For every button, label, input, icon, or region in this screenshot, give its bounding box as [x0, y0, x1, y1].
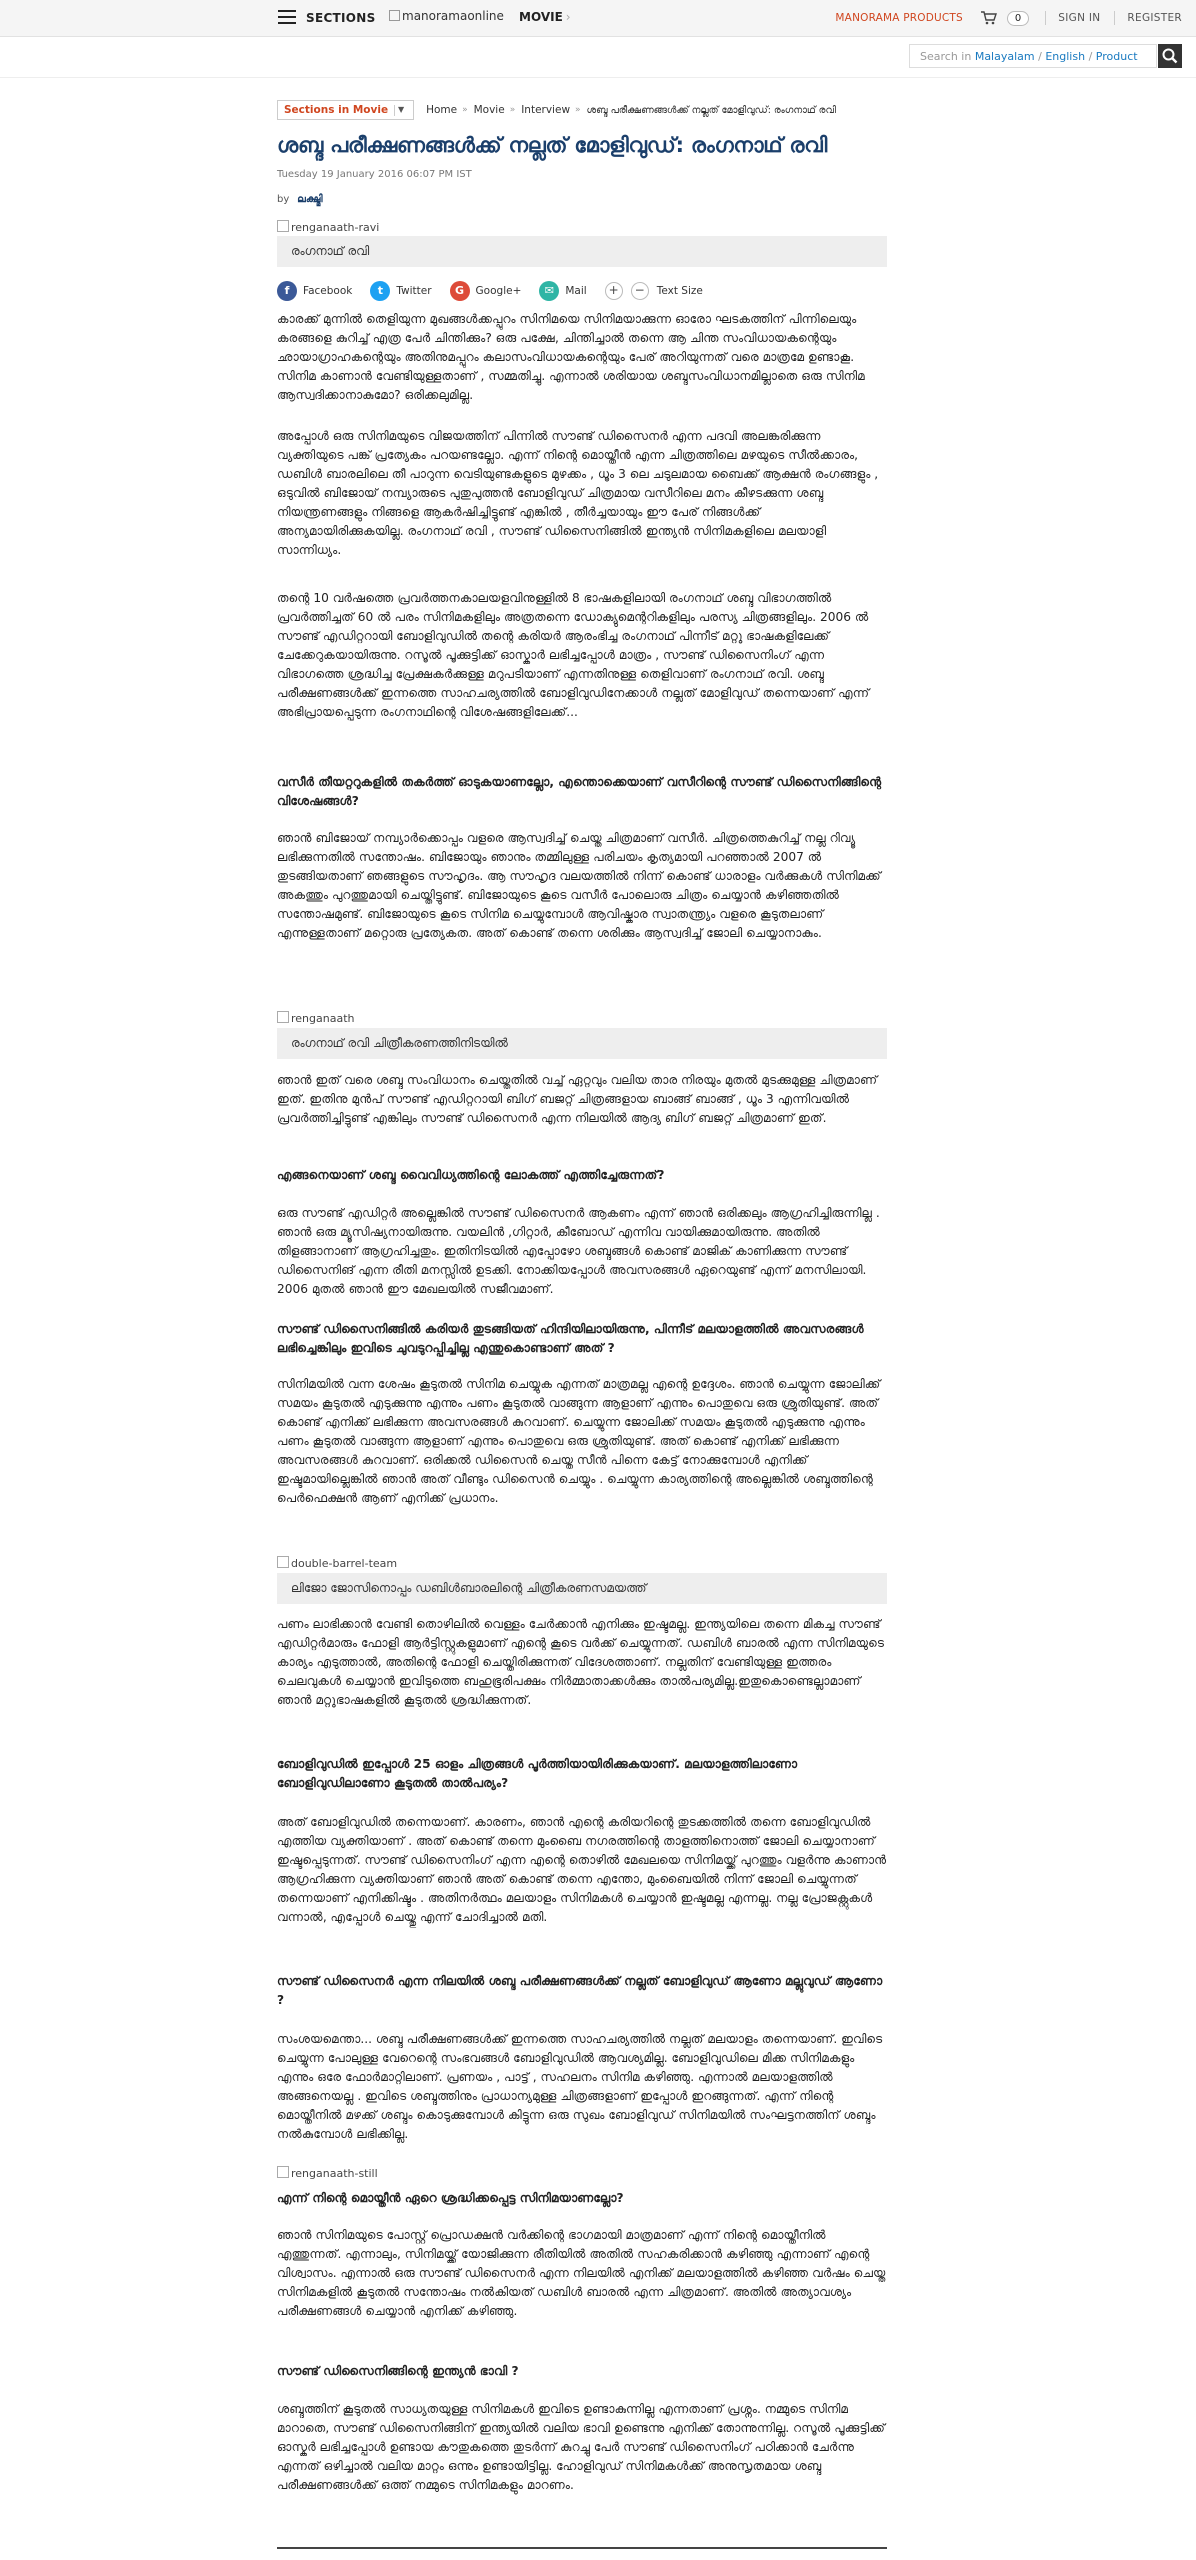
article-paragraph: സിനിമയിൽ വന്ന ശേഷം കൂടുതൽ സിനിമ ചെയ്യുക എന്നത് മാത്രമല്ല എന്റെ ഉദ്ദേശം. ഞാൻ ചെയ്യുന്ന ജോലിക്ക് സമയം കൂടുതൽ എടുക്കുന്നു എന്നും പണം കൂടുതൽ വാങ്ങുന്ന ആളാണ് എന്നും പൊതുവെ ഒരു ശ്രുതിയുണ്ട്. അത് കൊണ്ട് എനിക്ക് ലഭിക്കുന്ന അവസരങ്ങൾ കുറവാണ്. ചെയ്യുന്ന ജോലിക്ക് സമയം കൂടുതൽ എടുക്കുന്നു എന്നും പണം കൂടുതൽ വാങ്ങുന്ന ആളാണ് എന്നും പൊതുവെ ഒരു ശ്രുതിയുണ്ട്. അത് കൊണ്ട് എനിക്ക് ലഭിക്കുന്ന അവസരങ്ങൾ കുറവാണ്. ഒരിക്കൽ ഡിസൈൻ ചെയ്ത സീൻ പിന്നെ കേട്ട് നോക്കുമ്പോൾ എനിക്ക് ഇഷ്ടമായില്ലെങ്കിൽ ഞാൻ അത് വീണ്ടും ഡിസൈൻ ചെയ്യും . ചെയ്യുന്ന കാര്യത്തിന്റെ അല്ലെങ്കിൽ ശബ്ദത്തിന്റെ പെർഫെക്ഷൻ ആണ് എനിക്ക് പ്രധാനം.: [277, 1377, 881, 1505]
text-size-increase-icon[interactable]: +: [605, 282, 623, 300]
top-bar: [0, 0, 1196, 37]
article-paragraph: സംശയമെന്താ... ശബ്ദ പരീക്ഷണങ്ങൾക്ക് ഇന്നത്തെ സാഹചര്യത്തിൽ നല്ലത് മലയാളം തന്നെയാണ്. ഇവിടെ ചെയ്യുന്ന പോലുള്ള വേറെന്റെ സംഭവങ്ങൾ ബോളിവുഡിൽ ആവശ്യമില്ല. ബോളിവുഡിലെ മിക്ക സിനിമകളും എന്നും ഒരേ ഫോർമാറ്റിലാണ്. പ്രണയം , പാട്ട് , സഹലനം സിനിമ കഴിഞ്ഞു. എന്നാൽ മലയാളത്തിൽ അങ്ങനെയല്ല . ഇവിടെ ശബ്ദത്തിനും പ്രാധാന്യമുള്ള ചിത്രങ്ങളാണ് ഇപ്പോൾ ഇറങ്ങുന്നത്. എന്ന് നിന്റെ മൊയ്തീനിൽ മഴക്ക് ശബ്ദം കൊടുക്കുമ്പോൾ കിട്ടുന്ന ഒരു സുഖം ബോളിവുഡ് സിനിമയിൽ സംഘട്ടനത്തിന് ശബ്ദം നൽകുമ്പോൾ ലഭിക്കില്ല.: [277, 2032, 883, 2141]
share-mail[interactable]: Mail: [565, 285, 587, 297]
chevron-down-icon: ▼: [394, 105, 407, 116]
breadcrumb: [277, 100, 841, 120]
interview-question: വസീർ തീയറ്ററുകളിൽ തകർത്ത് ഓടുകയാണല്ലോ, എന്തൊക്കെയാണ് വസീറിന്റെ സൗണ്ട് ഡിസൈനിങ്ങിന്റെ വിശേഷങ്ങൾ?: [277, 775, 882, 808]
article-paragraph: ഞാൻ ഇത് വരെ ശബ്ദ സംവിധാനം ചെയ്തതിൽ വച്ച് ഏറ്റവും വലിയ താര നിരയും മുതൽ മുടക്കുമുള്ള ചിത്രമാണ് ഇത്. ഇതിനു മുൻപ് സൗണ്ട് എഡിറ്ററായി ബിഗ് ബജറ്റ് ചിത്രങ്ങളായ ബാങ്ങ് ബാങ്ങ് , ധൂം 3 എന്നിവയിൽ പ്രവർത്തിച്ചിട്ടുണ്ട് എങ്കിലും സൗണ്ട് ഡിസൈനർ എന്ന നിലയിൽ ആദ്യ ബിഗ് ബജറ്റ് ചിത്രമാണ് ഇത്.: [277, 1073, 878, 1125]
share-facebook[interactable]: Facebook: [303, 285, 353, 297]
image-caption: രംഗനാഥ് രവി ചിത്രീകരണത്തിനിടയിൽ: [277, 1028, 887, 1059]
byline: by ലക്ഷ്മി: [277, 194, 323, 205]
search-button[interactable]: [1158, 44, 1182, 68]
breadcrumb-interview[interactable]: Interview: [521, 104, 571, 116]
broken-image-icon: [277, 1011, 289, 1023]
search-row: [0, 37, 1196, 78]
lang-product[interactable]: Product: [1095, 50, 1138, 63]
register-link[interactable]: REGISTER: [1127, 12, 1182, 24]
broken-image-icon: [277, 2166, 289, 2178]
share-bar: [277, 281, 703, 301]
sign-in-link[interactable]: SIGN IN: [1058, 12, 1101, 24]
share-twitter[interactable]: Twitter: [396, 285, 432, 297]
site-logo[interactable]: manoramaonline: [389, 9, 504, 23]
menu-icon[interactable]: [278, 10, 296, 24]
text-size-label: Text Size: [656, 285, 703, 297]
article-paragraph: ഞാൻ ബിജോയ് നമ്പ്യാർക്കൊപ്പം വളരെ ആസ്വദിച്ച് ചെയ്ത ചിത്രമാണ് വസീർ. ചിത്രത്തെകുറിച്ച് നല്ല റിവ്യൂ ലഭിക്കുന്നതിൽ സന്തോഷം. ബിജോയും ഞാനും തമ്മിലുള്ള പരിചയം കൃത്യമായി പറഞ്ഞാൽ 2007 ൽ തുടങ്ങിയതാണ് ഞങ്ങളുടെ സൗഹൃദം. ആ സൗഹൃദ വലയത്തിൽ നിന്ന് കൊണ്ട് ധാരാളം വർക്കുകൾ സിനിമക്ക് അകത്തും പുറത്തുമായി ചെയ്തിട്ടുണ്ട്. ബിജോയുടെ കൂടെ വസീർ പോലൊരു ചിത്രം ചെയ്യാൻ കഴിഞ്ഞതിൽ സന്തോഷമുണ്ട്. ബിജോയുടെ കൂടെ സിനിമ ചെയ്യുമ്പോൾ ആവിഷ്കാര സ്വാതന്ത്ര്യം വളരെ കൂടുതലാണ് എന്നുള്ളതാണ് മറ്റൊരു പ്രത്യേകത. അത് കൊണ്ട് തന്നെ ശരിക്കും ആസ്വദിച്ച് ജോലി ചെയ്യാനാകും.: [277, 831, 881, 940]
broken-image-icon: [389, 10, 400, 21]
article-paragraph: പണം ലാഭിക്കാൻ വേണ്ടി തൊഴിലിൽ വെള്ളം ചേർക്കാൻ എനിക്കും ഇഷ്ടമല്ല. ഇന്ത്യയിലെ തന്നെ മികച്ച സൗണ്ട് എഡിറ്റർമാരും ഫോളി ആർട്ടിസ്റ്റുകളുമാണ് എന്റെ കൂടെ വർക്ക് ചെയ്യുന്നത്. ഡബിൾ ബാരൽ എന്ന സിനിമയുടെ കാര്യം എടുത്താൽ, അതിന്റെ ഫോളി ചെയ്തിരിക്കുന്നത് വിദേശത്താണ്. നല്ലതിന് വേണ്ടിയുള്ള ഇത്തരം ചെലവുകൾ ചെയ്യാൻ ഇവിടുത്തെ ബഹുഭൂരിപക്ഷം നിർമ്മാതാക്കൾക്കും താൽപര്യമില്ല.ഇതുകൊണ്ടെല്ലാമാണ് ഞാൻ മറ്റുഭാഷകളിൽ കൂടുതൽ ശ്രദ്ധിക്കുന്നത്.: [277, 1617, 885, 1707]
chevron-right-icon: »: [462, 105, 468, 115]
text-size-decrease-icon[interactable]: −: [631, 282, 649, 300]
chevron-right-icon: »: [509, 105, 516, 115]
article-image: renganaath-ravi: [277, 220, 379, 234]
article-paragraph: തന്റെ 10 വർഷത്തെ പ്രവർത്തനകാലയളവിനുള്ളിൽ 8 ഭാഷകളിലായി രംഗനാഥ് ശബ്ദ വിഭാഗത്തിൽ പ്രവർത്തിച്ചത് 60 ൽ പരം സിനിമകളിലും അത്രതന്നെ ഡോക്യുമെന്ററികളിലും പരസ്യ ചിത്രങ്ങളിലും. 2006 ൽ സൗണ്ട് എഡിറ്ററായി ബോളിവുഡിൽ തന്റെ കരിയർ ആരംഭിച്ച രംഗനാഥ് പിന്നീട് മറ്റു ഭാഷകളിലേക്ക് ചേക്കേറുകയായിരുന്നു. റസൂൽ പൂക്കുട്ടിക്ക് ഓസ്കാർ ലഭിച്ചപ്പോൾ മാത്രം , സൗണ്ട് ഡിസൈനിംഗ് എന്ന വിഭാഗത്തെ ശ്രദ്ധിച്ച പ്രേക്ഷകർക്കുള്ള മറുപടിയാണ് എന്നതിനുള്ള തെളിവാണ് രംഗനാഥ് രവി. ശബ്ദ പരീക്ഷണങ്ങൾക്ക് ഇന്നത്തെ സാഹചര്യത്തിൽ ബോളിവുഡിനേക്കാൾ നല്ലത് മോളിവുഡ് തന്നെയാണ് എന്ന് അഭിപ്രായപ്പെടുന്ന രംഗനാഥിന്റെ വിശേഷങ്ങളിലേക്ക്...: [277, 591, 870, 719]
interview-question: ബോളിവുഡിൽ ഇപ്പോൾ 25 ഓളം ചിത്രങ്ങൾ പൂർത്തിയായിരിക്കുകയാണ്. മലയാളത്തിലാണോ ബോളിവുഡിലാണോ കൂടുതൽ താൽപര്യം?: [277, 1757, 798, 1790]
article-paragraph: ഒരു സൗണ്ട് എഡിറ്റർ അല്ലെങ്കിൽ സൗണ്ട് ഡിസൈനർ ആകണം എന്ന് ഞാൻ ഒരിക്കലും ആഗ്രഹിച്ചിരുന്നില്ല . ഞാൻ ഒരു മ്യൂസിഷ്യനായിരുന്നു. വയലിൻ ,ഗിറ്റാർ, കീബോഡ് എന്നിവ വായിക്കുമായിരുന്നു. അതിൽ തിളങ്ങാനാണ് ആഗ്രഹിച്ചതും. ഇതിനിടയിൽ എപ്പോഴോ ശബ്ദങ്ങൾ കൊണ്ട് മാജിക് കാണിക്കുന്ന സൗണ്ട് ഡിസൈനിങ് എന്ന രീതി മനസ്സിൽ ഉടക്കി. നോക്കിയപ്പോൾ അവസരങ്ങൾ ഏറെയുണ്ട് എന്ന് മനസിലായി. 2006 മുതൽ ഞാൻ ഈ മേഖലയിൽ സജീവമാണ്.: [277, 1206, 880, 1296]
mail-icon[interactable]: ✉: [539, 281, 559, 301]
image-caption: രംഗനാഥ് രവി: [277, 236, 887, 267]
divider: [277, 2547, 887, 2549]
search-input[interactable]: Search in Malayalam / English / Product: [909, 44, 1157, 68]
article-image: double-barrel-team: [277, 1556, 397, 1570]
article-image: renganaath: [277, 1011, 354, 1025]
breadcrumb-home[interactable]: Home: [426, 104, 458, 116]
broken-image-icon: [277, 1556, 289, 1568]
manorama-products-link[interactable]: MANORAMA PRODUCTS: [835, 12, 963, 24]
article-paragraph: കാരക്ക് മുന്നിൽ തെളിയുന്ന മുഖങ്ങൾക്കപ്പുറം സിനിമയെ സിനിമയാക്കുന്ന ഓരോ ഘടകത്തിന് പിന്നിലെയും കരങ്ങളെ കുറിച്ച് എത്ര പേർ ചിന്തിക്കും? ഒരു പക്ഷേ, ചിന്തിച്ചാൽ തന്നെ ആ ചിന്ത സംവിധായകന്റെയും ഛായാഗ്രാഹകന്റെയും അതിനുമപ്പുറം കലാസംവിധായകന്റെയും പേര് അറിയുന്നത് വരെ മാത്രമേ ഉണ്ടാകൂ. സിനിമ കാണാൻ വേണ്ടിയുള്ളതാണ് , സമ്മതിച്ചു. എന്നാൽ ശരിയായ ശബ്ദസംവിധാനമില്ലാതെ ഒരു സിനിമ ആസ്വദിക്കാനാകുമോ? ഒരിക്കലുമില്ല.: [277, 312, 865, 402]
article-paragraph: അപ്പോൾ ഒരു സിനിമയുടെ വിജയത്തിന് പിന്നിൽ സൗണ്ട് ഡിസൈനർ എന്ന പദവി അലങ്കരിക്കുന്ന വ്യക്തിയുടെ പങ്ക് പ്രത്യേകം പറയണ്ടല്ലോ. എന്ന് നിന്റെ മൊയ്തീൻ എന്ന ചിത്രത്തിലെ മഴയുടെ സീൽക്കാരം, ഡബിൾ ബാരലിലെ തീ പാറുന്ന വെടിയുണ്ടകളുടെ മുഴക്കം , ധൂം 3 ലെ ചടുലമായ ബൈക്ക് ആക്ഷൻ രംഗങ്ങളും , ഒടുവിൽ ബിജോയ് നമ്പ്യാരുടെ പുതുപുത്തൻ ബോളിവുഡ് ചിത്രമായ വസീറിലെ മനം കീഴടക്കുന്ന ശബ്ദ നിയന്ത്രണങ്ങളും നിങ്ങളെ ആകർഷിച്ചിട്ടുണ്ട് എങ്കിൽ , തീർച്ചയായും ഈ പേര് നിങ്ങൾക്ക് അന്യമായിരിക്കുകയില്ല. രംഗനാഥ് രവി , സൗണ്ട് ഡിസൈനിങ്ങിൽ ഇന്ത്യൻ സിനിമകളിലെ മലയാളി സാന്നിധ്യം.: [277, 429, 879, 557]
interview-question: സൗണ്ട് ഡിസൈനിങ്ങിന്റെ ഇന്ത്യൻ ഭാവി ?: [277, 2364, 519, 2378]
article-paragraph: ശബ്ദത്തിന് കൂടുതൽ സാധ്യതയുള്ള സിനിമകൾ ഇവിടെ ഉണ്ടാകുന്നില്ല എന്നതാണ് പ്രശ്നം. നമ്മുടെ സിനിമ മാറാതെ, സൗണ്ട് ഡിസൈനിങ്ങിന് ഇന്ത്യയിൽ വലിയ ഭാവി ഉണ്ടെന്നു എനിക്ക് തോന്നുന്നില്ല. റസൂൽ പൂക്കുട്ടിക്ക് ഓസ്കർ ലഭിച്ചപ്പോൾ ഉണ്ടായ കൗതുകത്തെ തുടർന്ന് കുറച്ചു പേർ സൗണ്ട് ഡിസൈനിംഗ് പഠിക്കാൻ ചേർന്നു എന്നത് ഒഴിച്ചാൽ വലിയ മാറ്റം ഒന്നും ഉണ്ടായിട്ടില്ല. ഹോളിവുഡ് സിനിമകൾക്ക് അനുസൃതമായ ശബ്ദ പരീക്ഷണങ്ങൾക്ക് ഒത്ത് നമ്മുടെ സിനിമകളും മാറണം.: [277, 2402, 885, 2492]
facebook-icon[interactable]: f: [277, 281, 297, 301]
interview-question: സൗണ്ട് ഡിസൈനിങ്ങിൽ കരിയർ തുടങ്ങിയത് ഹിന്ദിയിലായിരുന്നു, പിന്നീട് മലയാളത്തിൽ അവസരങ്ങൾ ലഭിച്ചെങ്കിലും ഇവിടെ ചുവടുറപ്പിച്ചില്ല എന്തുകൊണ്ടാണ് അത് ?: [277, 1322, 864, 1355]
article-image: renganaath-still: [277, 2166, 378, 2180]
chevron-right-icon: »: [575, 105, 581, 115]
movie-section-link[interactable]: MOVIE ›: [519, 10, 571, 24]
sections-button[interactable]: SECTIONS: [306, 11, 376, 25]
interview-question: സൗണ്ട് ഡിസൈനർ എന്ന നിലയിൽ ശബ്ദ പരീക്ഷണങ്ങൾക്ക് നല്ലത് ബോളിവുഡ് ആണോ മല്ലുവുഡ് ആണോ ?: [277, 1974, 883, 2007]
page-title: ശബ്ദ പരീക്ഷണങ്ങൾക്ക് നല്ലത് മോളിവുഡ്: രംഗനാഥ് രവി: [277, 133, 828, 157]
breadcrumb-current: ശബ്ദ പരീക്ഷണങ്ങൾക്ക് നല്ലത് മോളിവുഡ്: രംഗനാഥ് രവി: [586, 104, 836, 116]
sections-in-movie-dropdown[interactable]: Sections in Movie ▼: [277, 100, 414, 120]
google-plus-icon[interactable]: G: [450, 281, 470, 301]
lang-malayalam[interactable]: Malayalam: [974, 50, 1035, 63]
breadcrumb-movie[interactable]: Movie: [473, 104, 505, 116]
chevron-right-icon: ›: [565, 10, 571, 24]
cart-icon[interactable]: [981, 11, 997, 25]
author-link[interactable]: ലക്ഷ്മി: [297, 194, 323, 205]
publish-date: Tuesday 19 January 2016 06:07 PM IST: [277, 169, 472, 180]
interview-question: എന്ന് നിന്റെ മൊയ്തീൻ ഏറെ ശ്രദ്ധിക്കപ്പെട്ട സിനിമയാണല്ലോ?: [277, 2191, 624, 2205]
lang-english[interactable]: English: [1045, 50, 1086, 63]
divider: [1045, 11, 1046, 25]
article-paragraph: ഞാൻ സിനിമയുടെ പോസ്റ്റ് പ്രൊഡക്ഷൻ വർക്കിന്റെ ഭാഗമായി മാത്രമാണ് എന്ന് നിന്റെ മൊയ്തീനിൽ എത്തുന്നത്. എന്നാലും, സിനിമയ്ക്ക് യോജിക്കുന്ന രീതിയിൽ അതിൽ സഹകരിക്കാൻ കഴിഞ്ഞു എന്നാണ് എന്റെ വിശ്വാസം. എന്നാൽ ഒരു സൗണ്ട് ഡിസൈനർ എന്ന നിലയിൽ എനിക്ക് മലയാളത്തിൽ കഴിഞ്ഞ വർഷം ചെയ്ത സിനിമകളിൽ കൂടുതൽ സന്തോഷം നൽകിയത് ഡബിൾ ബാരൽ എന്ന ചിത്രമാണ്. അതിൽ അത്യാവശ്യം പരീക്ഷണങ്ങൾ ചെയ്യാൻ എനിക്ക് കഴിഞ്ഞു.: [277, 2228, 886, 2318]
twitter-icon[interactable]: t: [370, 281, 390, 301]
cart-count-badge: 0: [1007, 11, 1029, 26]
article-paragraph: അത് ബോളിവുഡിൽ തന്നെയാണ്. കാരണം, ഞാൻ എന്റെ കരിയറിന്റെ തുടക്കത്തിൽ തന്നെ ബോളിവുഡിൽ എത്തിയ വ്യക്തിയാണ് . അത് കൊണ്ട് തന്നെ മുംബൈ നഗരത്തിന്റെ താളത്തിനൊത്ത് ജോലി ചെയ്യാനാണ് ഇഷ്ടപ്പെടുന്നത്. സൗണ്ട് ഡിസൈനിംഗ് എന്ന എന്റെ തൊഴിൽ മേഖലയെ സിനിമയ്ക്ക് പുറത്തും വളർന്നു കാണാൻ ആഗ്രഹിക്കുന്ന വ്യക്തിയാണ് ഞാൻ അത് കൊണ്ട് തന്നെ എന്തോ, മുംബൈയിൽ നിന്ന് ജോലി ചെയ്യുന്നത് തന്നെയാണ് എനിക്കിഷ്ടം . അതിനർത്ഥം മലയാളം സിനിമകൾ ചെയ്യാൻ ഇഷ്ടമല്ല എന്നല്ല. നല്ല പ്രോജക്റ്റുകൾ വന്നാൽ, എപ്പോൾ ചെയ്തു എന്ന് ചോദിച്ചാൽ മതി.: [277, 1815, 887, 1924]
share-google[interactable]: Google+: [475, 285, 522, 297]
image-caption: ലിജോ ജോസിനൊപ്പം ഡബിൾബാരലിന്റെ ചിത്രീകരണസമയത്ത്: [277, 1573, 887, 1604]
divider: [1114, 11, 1115, 25]
interview-question: എങ്ങനെയാണ് ശബ്ദ വൈവിധ്യത്തിന്റെ ലോകത്ത് എത്തിച്ചേരുന്നത്?: [277, 1168, 665, 1182]
broken-image-icon: [277, 220, 289, 232]
search-icon: [1158, 44, 1182, 68]
